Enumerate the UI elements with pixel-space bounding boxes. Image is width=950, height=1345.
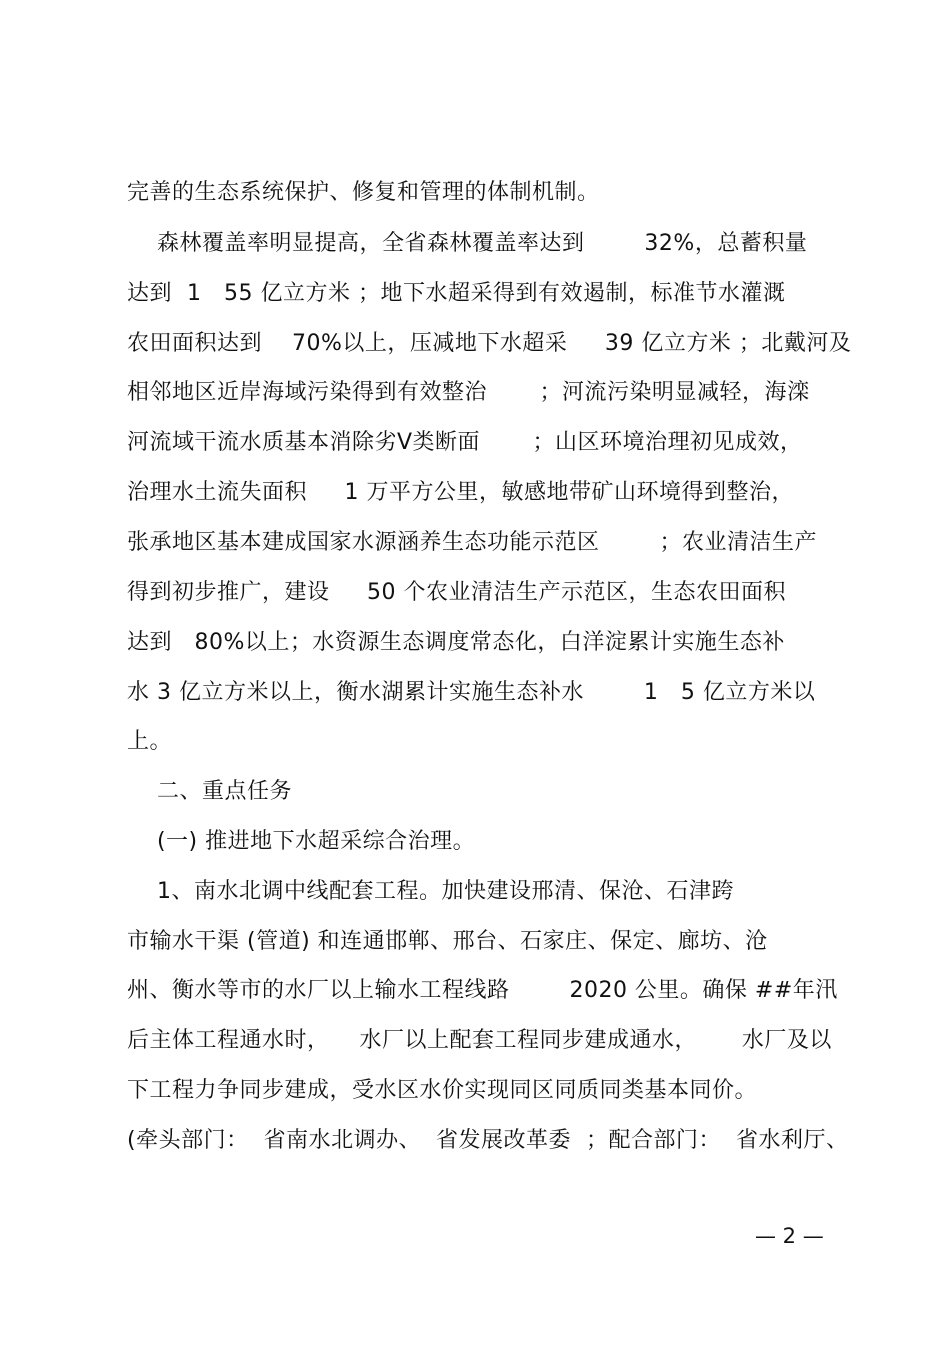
text-line: 完善的生态系统保护、修复和管理的体制机制。 bbox=[127, 180, 600, 205]
text-line: 张承地区基本建成国家水源涵养生态功能示范区 ；农业清洁生产 bbox=[127, 530, 817, 555]
text-line: 达到 80%以上；水资源生态调度常态化，白洋淀累计实施生态补 bbox=[127, 630, 785, 655]
text-line: 治理水土流失面积 1 万平方公里，敏感地带矿山环境得到整治， bbox=[127, 480, 794, 505]
section-heading: 二、重点任务 bbox=[127, 779, 292, 804]
text-line: 上。 bbox=[127, 729, 173, 754]
subsection-heading: (一) 推进地下水超采综合治理。 bbox=[127, 829, 476, 854]
text-line: 后主体工程通水时， 水厂以上配套工程同步建成通水， 水厂及以 bbox=[127, 1028, 832, 1053]
text-line: 1、南水北调中线配套工程。加快建设邢清、保沧、石津跨 bbox=[127, 879, 734, 904]
text-line: 森林覆盖率明显提高，全省森林覆盖率达到 32%，总蓄积量 bbox=[127, 231, 808, 256]
text-line: 州、衡水等市的水厂以上输水工程线路 2020 公里。确保 ##年汛 bbox=[127, 978, 838, 1003]
text-line: 达到 1 55 亿立方米 ；地下水超采得到有效遏制，标准节水灌溉 bbox=[127, 281, 786, 306]
text-line: 相邻地区近岸海域污染得到有效整治 ；河流污染明显减轻，海滦 bbox=[127, 380, 810, 405]
page-number: — 2 — bbox=[755, 1224, 824, 1248]
text-line: (牵头部门： 省南水北调办、 省发展改革委 ；配合部门： 省水利厅、 bbox=[127, 1128, 849, 1153]
text-line: 农田面积达到 70%以上，压减地下水超采 39 亿立方米 ；北戴河及 bbox=[127, 331, 852, 356]
text-line: 市输水干渠 (管道) 和连通邯郸、邢台、石家庄、保定、廊坊、沧 bbox=[127, 929, 768, 954]
text-line: 下工程力争同步建成，受水区水价实现同区同质同类基本同价。 bbox=[127, 1078, 758, 1103]
text-line: 河流域干流水质基本消除劣Ⅴ类断面 ；山区环境治理初见成效， bbox=[127, 430, 803, 455]
text-line: 得到初步推广，建设 50 个农业清洁生产示范区，生态农田面积 bbox=[127, 580, 786, 605]
text-line: 水 3 亿立方米以上，衡水湖累计实施生态补水 1 5 亿立方米以 bbox=[127, 680, 816, 705]
